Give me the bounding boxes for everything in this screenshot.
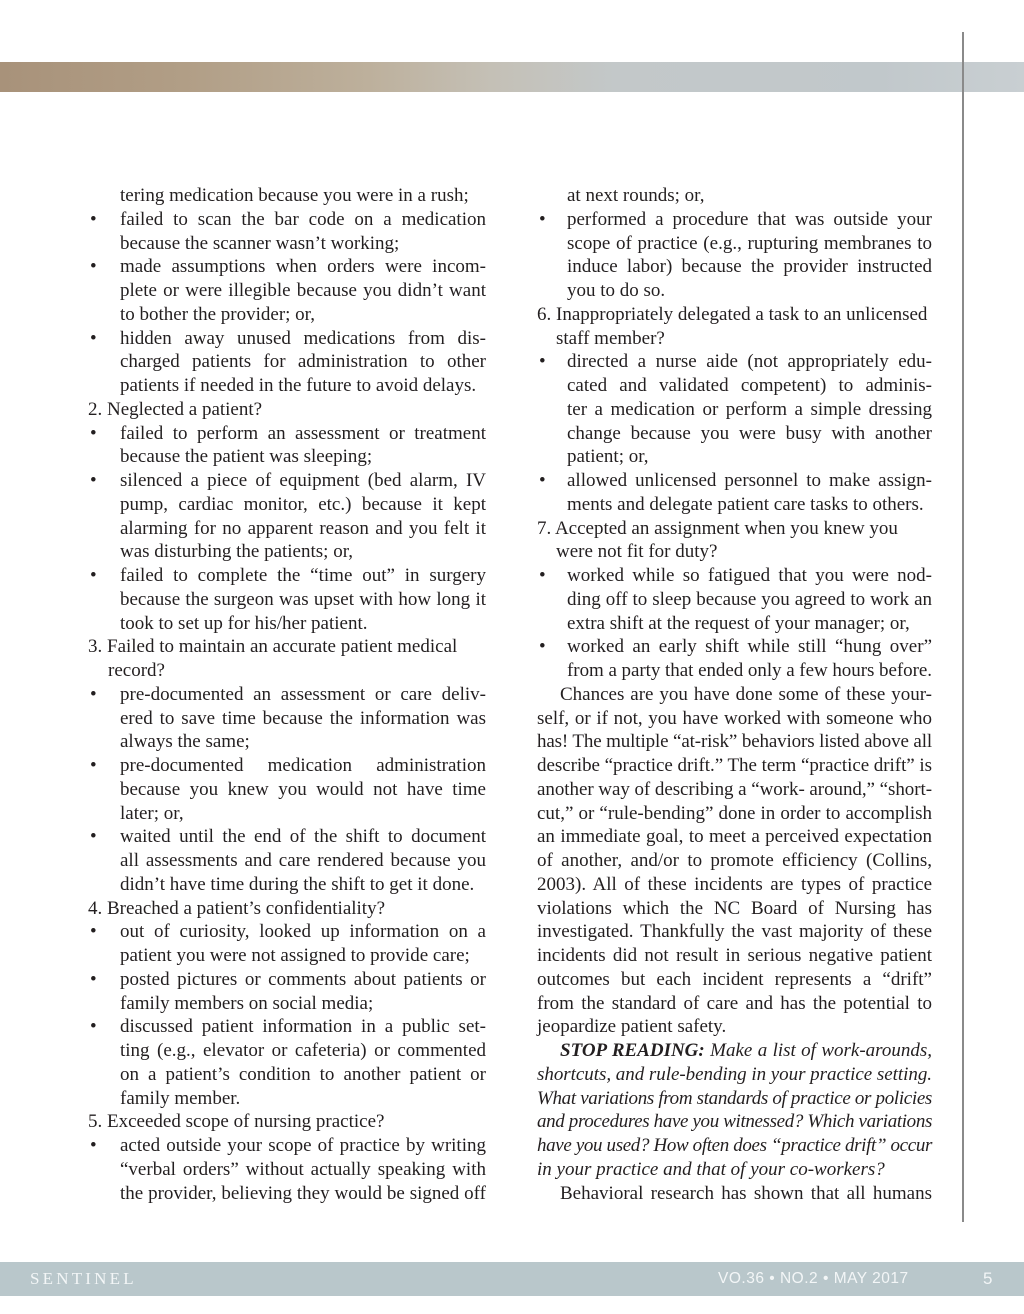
numbered-question xyxy=(537,303,932,351)
text-line xyxy=(88,1110,486,1134)
callout-lead: STOP READING: xyxy=(560,1040,705,1061)
text-line xyxy=(120,802,486,826)
line-text: induce labor) because the provider instructed xyxy=(567,256,932,278)
bullet-item xyxy=(88,968,486,1016)
line-text: patients if needed in the future to avoid delays. xyxy=(120,375,477,396)
text-line xyxy=(120,540,486,564)
text-line xyxy=(108,659,486,683)
right-margin-rule xyxy=(962,32,964,1222)
bullet-item xyxy=(88,327,486,398)
line-text: failed to scan the bar code on a medication xyxy=(120,208,486,230)
line-text: worked an early shift while still “hung over” xyxy=(567,636,932,658)
bullet-marker: • xyxy=(90,208,97,230)
text-line xyxy=(537,944,932,968)
text-line xyxy=(537,303,932,327)
bullet-marker: • xyxy=(539,208,546,230)
line-text: 2. Neglected a patient? xyxy=(88,398,263,420)
text-line xyxy=(90,825,486,849)
line-text: allowed unlicensed personnel to make assign- xyxy=(567,470,932,491)
line-text: out of curiosity, looked up information on a xyxy=(120,921,486,943)
bullet-marker: • xyxy=(90,826,97,848)
numbered-question xyxy=(537,517,932,565)
text-line xyxy=(88,897,486,921)
line-text: in your practice and that of your co-workers? xyxy=(537,1158,885,1180)
line-text: family members on social media; xyxy=(120,992,374,1014)
text-line xyxy=(567,493,932,517)
numbered-question xyxy=(88,1110,486,1134)
text-line xyxy=(537,1158,932,1182)
footer-band xyxy=(0,1262,1024,1296)
line-text: the provider, believing they would be signed off xyxy=(120,1182,486,1204)
text-line xyxy=(537,1063,932,1087)
line-text: pre-documented medication administration xyxy=(120,755,486,776)
line-text: plete or were illegible because you didn’t want xyxy=(120,280,486,301)
text-line xyxy=(120,1063,486,1087)
text-line xyxy=(567,279,932,303)
line-text: incidents did not result in serious negative patient xyxy=(537,945,932,966)
text-line xyxy=(537,517,932,541)
line-text: extra shift at the request of your manager; or, xyxy=(567,612,910,634)
text-line xyxy=(90,564,486,588)
bullet-item xyxy=(88,422,486,470)
bullet-item xyxy=(537,350,932,469)
bullet-item-continued xyxy=(88,184,486,208)
line-text: later; or, xyxy=(120,802,184,824)
text-line xyxy=(90,920,486,944)
text-line xyxy=(90,968,486,992)
line-text: cut,” or “rule-bending” done in order to accomplish xyxy=(537,802,932,824)
line-text: cated and validated competent) to adminis- xyxy=(567,375,932,396)
line-text: from a party that ended only a few hours before. xyxy=(567,660,932,681)
page-number: 5 xyxy=(983,1269,993,1288)
line-text: all assessments and care rendered because you xyxy=(120,850,486,871)
line-text: from the standard of care and has the potential to xyxy=(537,992,932,1014)
text-line xyxy=(120,588,486,612)
line-text: always the same; xyxy=(120,731,250,753)
text-line xyxy=(120,350,486,374)
line-text: pump, cardiac monitor, etc.) because it kept xyxy=(120,493,486,515)
line-text: jeopardize patient safety. xyxy=(537,1016,727,1038)
bullet-item xyxy=(88,825,486,896)
text-line xyxy=(567,612,932,636)
text-line xyxy=(537,778,932,802)
text-line xyxy=(120,184,486,208)
line-text: violations which the NC Board of Nursing has xyxy=(537,897,932,919)
bullet-item-continued xyxy=(537,184,932,208)
line-text: investigated. Thankfully the vast majority of these xyxy=(537,921,932,943)
text-line xyxy=(539,469,932,493)
text-line xyxy=(90,422,486,446)
line-text: failed to complete the “time out” in surgery xyxy=(120,565,486,586)
bullet-item xyxy=(88,754,486,825)
bullet-marker: • xyxy=(90,565,97,586)
text-line xyxy=(120,707,486,731)
text-line xyxy=(90,327,486,351)
line-text: charged patients for administration to other xyxy=(120,351,486,373)
line-text: waited until the end of the shift to document xyxy=(120,826,486,848)
text-line xyxy=(90,469,486,493)
bullet-item xyxy=(88,920,486,968)
bullet-marker: • xyxy=(539,351,546,373)
text-line xyxy=(537,1015,932,1039)
body-paragraph xyxy=(537,1182,932,1206)
line-text: at next rounds; or, xyxy=(567,185,705,206)
text-line xyxy=(537,1110,932,1134)
text-line xyxy=(90,754,486,778)
text-line xyxy=(120,303,486,327)
bullet-item xyxy=(88,255,486,326)
numbered-question xyxy=(88,897,486,921)
line-text: 7. Accepted an assignment when you knew you xyxy=(537,517,898,539)
bullet-item xyxy=(88,683,486,754)
text-line xyxy=(537,992,932,1016)
line-text: performed a procedure that was outside your xyxy=(567,208,932,230)
text-line xyxy=(120,493,486,517)
text-line xyxy=(120,730,486,754)
bullet-marker: • xyxy=(539,565,546,586)
text-line xyxy=(120,992,486,1016)
line-text: were not fit for duty? xyxy=(556,541,718,563)
bullet-marker: • xyxy=(90,256,97,278)
text-line xyxy=(537,873,932,897)
bullet-item xyxy=(88,208,486,256)
numbered-question xyxy=(88,398,486,422)
text-line xyxy=(537,1134,932,1158)
text-line xyxy=(560,1039,932,1063)
line-text: made assumptions when orders were incom- xyxy=(120,256,486,278)
text-line xyxy=(90,208,486,232)
bullet-marker: • xyxy=(90,1135,97,1156)
line-text: an immediate goal, to meet a perceived expectation xyxy=(537,826,932,848)
callout-paragraph xyxy=(537,1039,932,1182)
text-line xyxy=(567,232,932,256)
text-line xyxy=(560,1182,932,1206)
header-color-band xyxy=(0,62,1024,92)
text-line xyxy=(90,255,486,279)
line-text: ered to save time because the information was xyxy=(120,707,486,729)
text-line xyxy=(567,374,932,398)
line-text: have you used? How often does “practice drift” occur xyxy=(537,1135,932,1156)
text-line xyxy=(537,920,932,944)
line-text: pre-documented an assessment or care deliv- xyxy=(120,683,486,705)
line-text xyxy=(560,1039,932,1063)
text-line xyxy=(537,897,932,921)
line-text: silenced a piece of equipment (bed alarm, IV xyxy=(120,470,486,491)
line-text: 4. Breached a patient’s confidentiality? xyxy=(88,897,386,919)
text-line xyxy=(537,968,932,992)
text-line xyxy=(120,279,486,303)
issue-info: VO.36 • NO.2 • MAY 2017 xyxy=(718,1270,909,1287)
text-line xyxy=(90,683,486,707)
line-text: took to set up for his/her patient. xyxy=(120,612,368,634)
line-text: acted outside your scope of practice by writing xyxy=(120,1135,486,1156)
line-text: because the scanner wasn’t working; xyxy=(120,232,400,254)
bullet-marker: • xyxy=(90,755,97,776)
line-text: self, or if not, you have worked with someone who xyxy=(537,707,932,729)
text-line xyxy=(539,350,932,374)
line-text: outcomes but each incident represents a “drift” xyxy=(537,968,932,990)
text-line xyxy=(120,374,486,398)
right-text-column xyxy=(537,184,932,1205)
line-text: 5. Exceeded scope of nursing practice? xyxy=(88,1111,385,1133)
text-line xyxy=(88,398,486,422)
line-text: directed a nurse aide (not appropriately edu- xyxy=(567,351,932,373)
bullet-marker: • xyxy=(539,470,546,491)
bullet-marker: • xyxy=(90,422,97,444)
text-line xyxy=(537,1087,932,1111)
line-text: ding off to sleep because you agreed to work an xyxy=(567,588,932,610)
body-paragraph xyxy=(537,683,932,1039)
line-text: tering medication because you were in a rush; xyxy=(120,185,469,206)
line-text: didn’t have time during the shift to get it done. xyxy=(120,873,475,895)
line-text: was disturbing the patients; or, xyxy=(120,541,354,563)
line-text: “verbal orders” without actually speaking with xyxy=(120,1158,486,1180)
text-line xyxy=(539,208,932,232)
callout-text: Make a list of work-arounds, xyxy=(710,1040,932,1061)
text-line xyxy=(120,445,486,469)
text-line xyxy=(120,944,486,968)
text-line xyxy=(90,1134,486,1158)
text-line xyxy=(120,873,486,897)
line-text: posted pictures or comments about patients or xyxy=(120,968,486,990)
text-line xyxy=(567,588,932,612)
bullet-marker: • xyxy=(90,327,97,349)
line-text: hidden away unused medications from dis- xyxy=(120,327,486,349)
line-text: because the surgeon was upset with how long it xyxy=(120,588,486,610)
line-text: and procedures have you witnessed? Which variations xyxy=(537,1111,932,1133)
bullet-marker: • xyxy=(90,470,97,491)
text-line xyxy=(537,730,932,754)
line-text: worked while so fatigued that you were nod- xyxy=(567,565,932,586)
line-text: change because you were busy with another xyxy=(567,422,932,444)
text-line xyxy=(120,1182,486,1206)
text-line xyxy=(539,564,932,588)
text-line xyxy=(567,422,932,446)
text-line xyxy=(120,1158,486,1182)
text-line xyxy=(537,754,932,778)
text-line xyxy=(120,849,486,873)
text-line xyxy=(120,612,486,636)
line-text: staff member? xyxy=(556,327,665,349)
line-text: Behavioral research has shown that all humans xyxy=(560,1182,932,1204)
left-text-column xyxy=(88,184,486,1205)
line-text: of another, and/or to promote efficiency (Collins, xyxy=(537,850,932,871)
text-line xyxy=(537,802,932,826)
line-text: has! The multiple “at-risk” behaviors listed above all xyxy=(537,731,932,753)
text-line xyxy=(539,635,932,659)
line-text: record? xyxy=(108,660,165,681)
bullet-item xyxy=(537,564,932,635)
bullet-item xyxy=(537,469,932,517)
text-line xyxy=(560,683,932,707)
text-line xyxy=(120,778,486,802)
bullet-marker: • xyxy=(90,921,97,943)
line-text: 3. Failed to maintain an accurate patient medical xyxy=(88,636,458,658)
line-text: to bother the provider; or, xyxy=(120,303,315,325)
bullet-marker: • xyxy=(90,968,97,990)
text-line xyxy=(120,517,486,541)
text-line xyxy=(567,659,932,683)
text-line xyxy=(88,635,486,659)
bullet-marker: • xyxy=(90,1016,97,1038)
line-text: patient; or, xyxy=(567,446,649,468)
line-text: 2003). All of these incidents are types of practice xyxy=(537,873,932,895)
text-line xyxy=(120,1087,486,1111)
text-line xyxy=(120,232,486,256)
bullet-item xyxy=(88,1134,486,1205)
line-text: alarming for no apparent reason and you felt it xyxy=(120,517,486,539)
text-line xyxy=(90,1015,486,1039)
line-text: Chances are you have done some of these your- xyxy=(560,683,932,705)
line-text: shortcuts, and rule-bending in your practice setting. xyxy=(537,1063,932,1085)
line-text: What variations from standards of practice or policies xyxy=(537,1087,932,1109)
line-text: ting (e.g., elevator or cafeteria) or commented xyxy=(120,1040,486,1061)
line-text: patient you were not assigned to provide care; xyxy=(120,945,470,966)
line-text: 6. Inappropriately delegated a task to an unlicensed xyxy=(537,303,928,325)
bullet-marker: • xyxy=(539,636,546,658)
publication-name: SENTINEL xyxy=(30,1269,137,1288)
bullet-item xyxy=(537,208,932,303)
text-line xyxy=(537,707,932,731)
line-text: because the patient was sleeping; xyxy=(120,446,373,468)
line-text: because you knew you would not have time xyxy=(120,778,486,800)
bullet-item xyxy=(537,635,932,683)
text-line xyxy=(556,327,932,351)
text-line xyxy=(537,825,932,849)
line-text: on a patient’s condition to another patient or xyxy=(120,1063,486,1085)
numbered-question xyxy=(88,635,486,683)
text-line xyxy=(567,184,932,208)
text-line xyxy=(537,849,932,873)
text-line xyxy=(120,1039,486,1063)
text-line xyxy=(567,398,932,422)
bullet-item xyxy=(88,469,486,564)
line-text: ter a medication or perform a simple dressing xyxy=(567,398,932,420)
line-text: ments and delegate patient care tasks to others. xyxy=(567,493,924,515)
line-text: describe “practice drift.” The term “practice drift” is xyxy=(537,755,932,776)
text-line xyxy=(556,540,932,564)
line-text: family member. xyxy=(120,1087,241,1109)
line-text: discussed patient information in a public set- xyxy=(120,1016,486,1038)
bullet-item xyxy=(88,1015,486,1110)
line-text: failed to perform an assessment or treatment xyxy=(120,422,486,444)
text-line xyxy=(567,445,932,469)
text-line xyxy=(567,255,932,279)
line-text: scope of practice (e.g., rupturing membranes to xyxy=(567,232,932,254)
line-text: another way of describing a “work- around,” “short- xyxy=(537,778,932,800)
line-text: you to do so. xyxy=(567,280,666,301)
bullet-marker: • xyxy=(90,683,97,705)
bullet-item xyxy=(88,564,486,635)
